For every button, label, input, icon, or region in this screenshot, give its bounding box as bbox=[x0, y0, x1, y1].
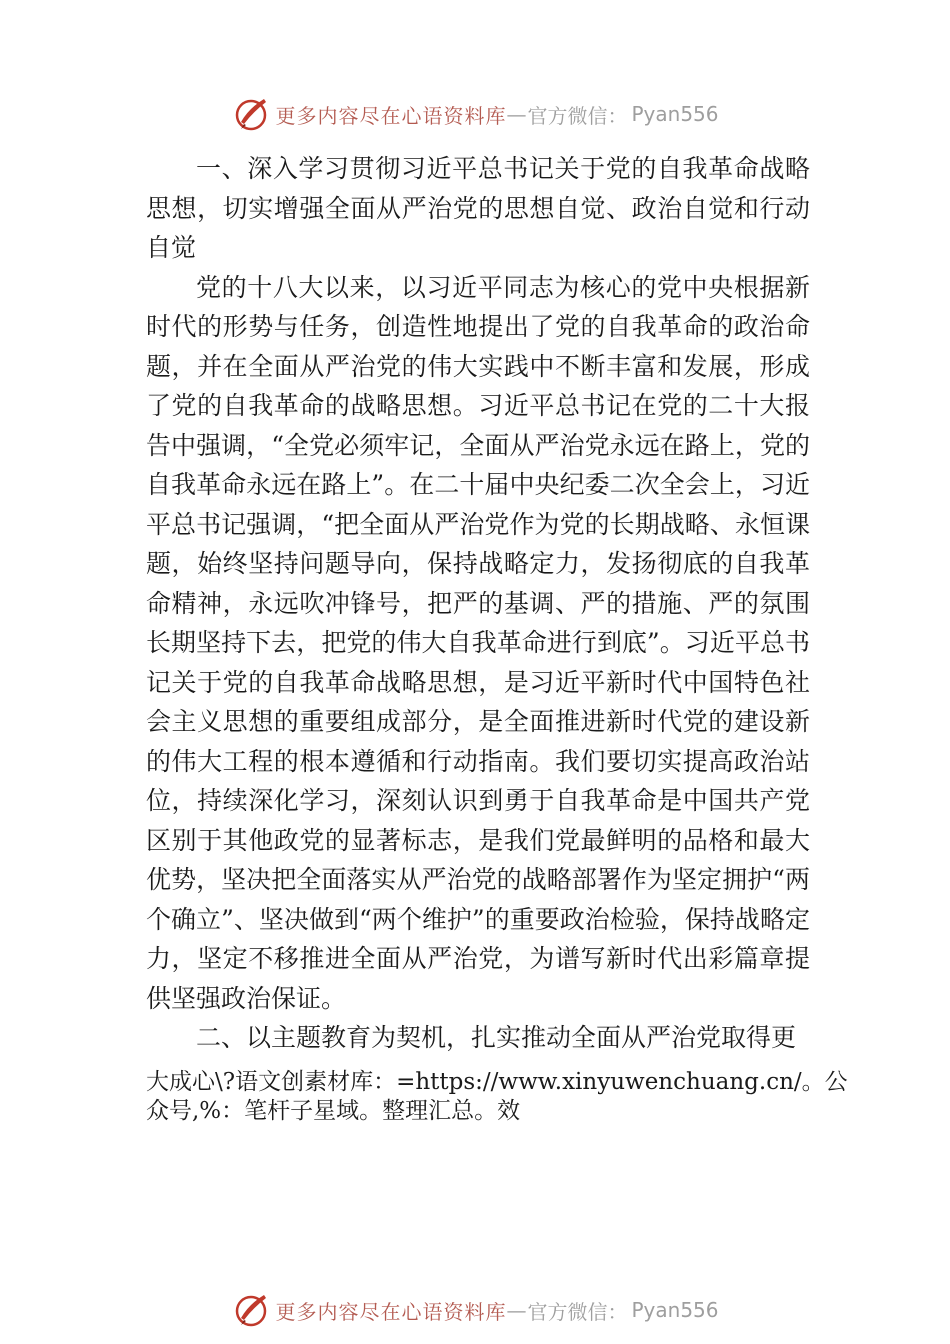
footer-banner bbox=[0, 1288, 950, 1332]
banner-wechat-id: Pyan556 bbox=[631, 1298, 719, 1322]
banner-wechat-id: Pyan556 bbox=[631, 102, 719, 126]
pen-logo-icon bbox=[231, 1290, 271, 1330]
banner-dash: — bbox=[506, 1298, 528, 1322]
banner-text: 更多内容尽在心语资料库 bbox=[275, 103, 507, 128]
source-watermark-line: 大成心\?语文创素材库：=https://www.xinyuwenchuang.cn/。公众号,%：笔杆子星域。整理汇总。效 bbox=[146, 1069, 848, 1124]
banner-text: 更多内容尽在心语资料库 bbox=[275, 1299, 507, 1324]
heading-section-one: 一、深入学习贯彻习近平总书记关于党的自我革命战略思想，切实增强全面从严治党的思想自觉、政治自觉和行动自觉 bbox=[146, 154, 810, 262]
pen-logo-icon bbox=[231, 94, 271, 134]
banner-wechat-label: 官方微信： bbox=[527, 1299, 628, 1324]
banner-dash: — bbox=[506, 102, 528, 126]
header-banner bbox=[0, 92, 950, 136]
banner-wechat-label: 官方微信： bbox=[527, 103, 628, 128]
document-body bbox=[146, 149, 810, 1058]
body-paragraph: 党的十八大以来，以习近平同志为核心的党中央根据新时代的形势与任务，创造性地提出了党的自我革命的政治命题，并在全面从严治党的伟大实践中不断丰富和发展，形成了党的自我革命的战略思想。习近平总书记在党的二十大报告中强调，“全党必须牢记，全面从严治党永远在路上，党的自我革命永远在路上”。在二十届中央纪委二次全会上，习近平总书记强调，“把全面从严治党作为党的长期战略、永恒课题，始终坚持问题导向，保持战略定力，发扬彻底的自我革命精神，永远吹冲锋号，把严的基调、严的措施、严的氛围长期坚持下去，把党的伟大自我革命进行到底”。习近平总书记关于党的自我革命战略思想，是习近平新时代中国特色社会主义思想的重要组成部分，是全面推进新时代党的建设新的伟大工程的根本遵循和行动指南。我们要切实提高政治站位，持续深化学习，深刻认识到勇于自我革命是中国共产党区别于其他政党的显著标志，是我们党最鲜明的品格和最大优势，坚决把全面落实从严治党的战略部署作为坚定拥护“两个确立”、坚决做到“两个维护”的重要政治检验，保持战略定力，坚定不移推进全面从严治党，为谱写新时代出彩篇章提供坚强政治保证。 bbox=[146, 272, 810, 1013]
heading-section-two: 二、以主题教育为契机，扎实推动全面从严治党取得更 bbox=[196, 1023, 797, 1052]
